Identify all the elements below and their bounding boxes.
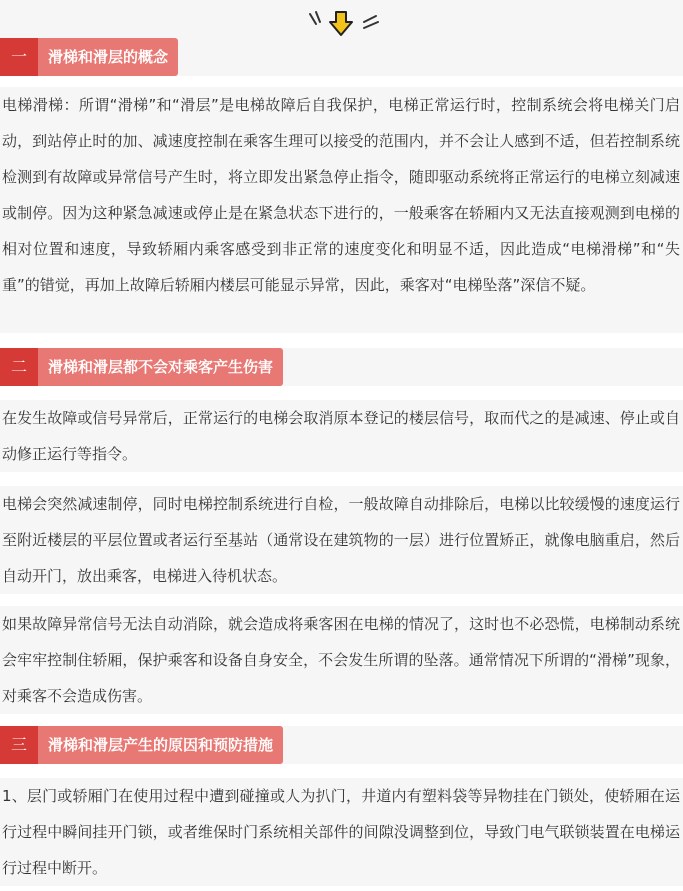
section-heading-3 (0, 726, 683, 764)
section-number-badge: 一 (0, 38, 38, 76)
paragraph: 电梯滑梯：所谓“滑梯”和“滑层”是电梯故障后自我保护，电梯正常运行时，控制系统会将电梯关门启动，到站停止时的加、减速度控制在乘客生理可以接受的范围内，并不会让人感到不适，但若控制系统检测到有故障或异常信号产生时，将立即发出紧急停止指令，随即驱动系统将正常运行的电梯立刻减速或制停。因为这种紧急减速或停止是在紧急状态下进行的，一般乘客在轿厢内又无法直接观测到电梯的相对位置和速度，导致轿厢内乘客感受到非正常的速度变化和明显不适，因此造成“电梯滑梯”和“失重”的错觉，再加上故障后轿厢内楼层可能显示异常，因此，乘客对“电梯坠落”深信不疑。 (0, 87, 683, 333)
top-decoration (0, 0, 683, 40)
section-title: 滑梯和滑层产生的原因和预防措施 (38, 726, 283, 764)
section-heading-2 (0, 348, 683, 386)
section-number-badge: 三 (0, 726, 38, 764)
paragraph: 电梯会突然减速制停，同时电梯控制系统进行自检，一般故障自动排除后，电梯以比较缓慢的速度运行至附近楼层的平层位置或者运行至基站（通常设在建筑物的一层）进行位置矫正，就像电脑重启，然后自动开门，放出乘客，电梯进入待机状态。 (0, 486, 683, 594)
section-heading-1 (0, 38, 683, 76)
section-title: 滑梯和滑层的概念 (38, 38, 178, 76)
paragraph: 在发生故障或信号异常后，正常运行的电梯会取消原本登记的楼层信号，取而代之的是减速、停止或自动修正运行等指令。 (0, 400, 683, 472)
down-arrow-icon (306, 8, 386, 40)
paragraph: 1、层门或轿厢门在使用过程中遭到碰撞或人为扒门，井道内有塑料袋等异物挂在门锁处，使轿厢在运行过程中瞬间挂开门锁，或者维保时门系统相关部件的间隙没调整到位，导致门电气联锁装置在电梯运行过程中断开。 (0, 778, 683, 886)
section-number-badge: 二 (0, 348, 38, 386)
paragraph: 如果故障异常信号无法自动消除，就会造成将乘客困在电梯的情况了，这时也不必恐慌，电梯制动系统会牢牢控制住轿厢，保护乘客和设备自身安全，不会发生所谓的坠落。通常情况下所谓的“滑梯”现象，对乘客不会造成伤害。 (0, 606, 683, 714)
section-title: 滑梯和滑层都不会对乘客产生伤害 (38, 348, 283, 386)
